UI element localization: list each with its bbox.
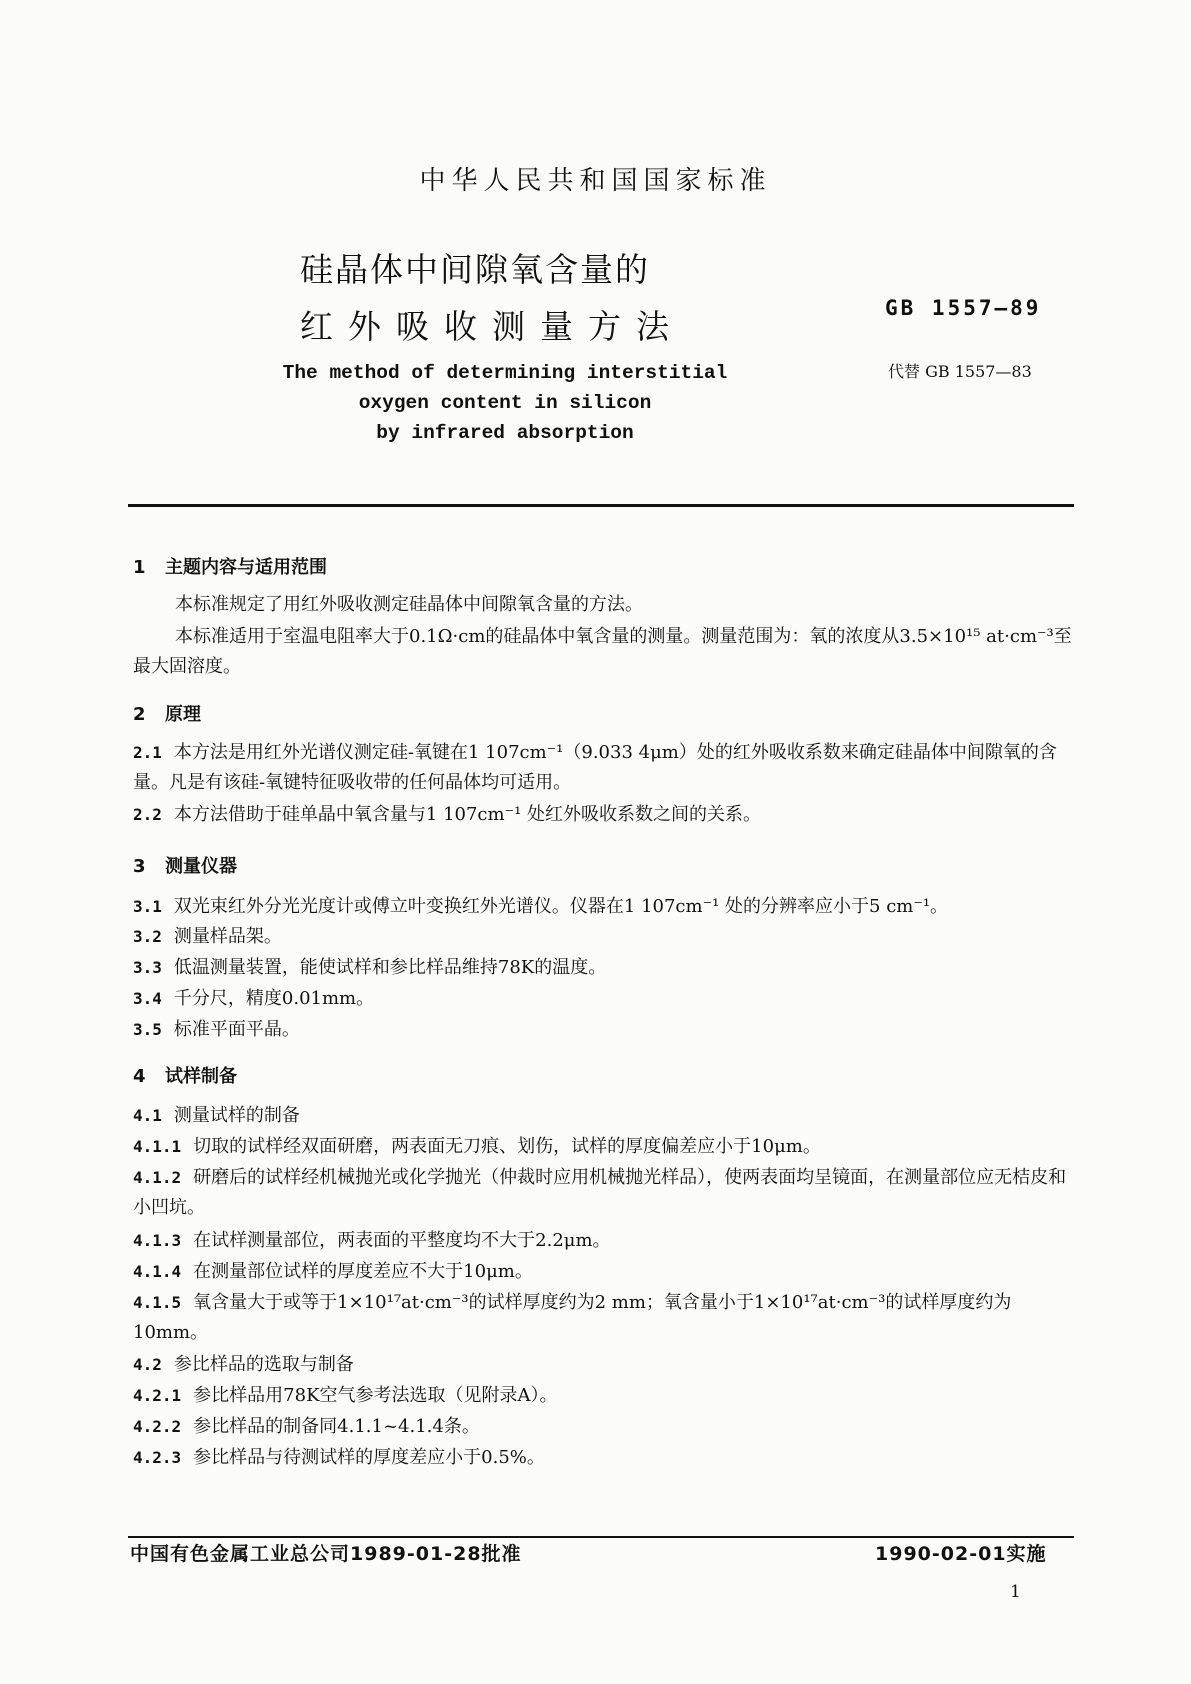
paragraph-4-2-1 xyxy=(133,1381,1073,1411)
paragraph-3-4 xyxy=(133,984,1073,1014)
paragraph-3-5 xyxy=(133,1015,1073,1045)
section-1-heading xyxy=(133,553,327,579)
section-number: 3 xyxy=(133,856,146,877)
effective-date: 1990-02-01实施 xyxy=(875,1543,1047,1565)
title-en-line2: oxygen content in silicon xyxy=(358,392,652,414)
clause-number: 4.1.2 xyxy=(133,1168,182,1187)
paragraph-4-1 xyxy=(133,1101,1073,1131)
clause-number: 2.2 xyxy=(133,805,162,824)
clause-number: 4.1.3 xyxy=(133,1231,182,1250)
paragraph-text: 双光束红外分光光度计或傅立叶变换红外光谱仪。仪器在1 107cm⁻¹ 处的分辨率应小于5 cm⁻¹。 xyxy=(173,896,949,917)
paragraph-text: 本方法是用红外光谱仪测定硅-氧键在1 107cm⁻¹（9.033 4μm）处的红外吸收系数来确定硅晶体中间隙氧的含量。凡是有该硅-氧键特征吸收带的任何晶体均可适用。 xyxy=(133,742,1057,793)
paragraph-4-1-5 xyxy=(133,1288,1073,1348)
paragraph-4-1-1 xyxy=(133,1132,1073,1162)
paragraph-text: 氧含量大于或等于1×10¹⁷at·cm⁻³的试样厚度约为2 mm；氧含量小于1×10¹⁷at·cm⁻³的试样厚度约为10mm。 xyxy=(133,1292,1012,1343)
section-number: 4 xyxy=(133,1066,146,1087)
section-number: 1 xyxy=(133,557,146,578)
section-label: 测量仪器 xyxy=(165,856,237,877)
clause-number: 4.1.5 xyxy=(133,1293,182,1312)
section-2-heading xyxy=(133,700,201,726)
paragraph-text: 本方法借助于硅单晶中氧含量与1 107cm⁻¹ 处红外吸收系数之间的关系。 xyxy=(173,804,762,825)
clause-number: 3.2 xyxy=(133,927,162,946)
paragraph-text: 千分尺，精度0.01mm。 xyxy=(173,988,375,1009)
paragraph-2-2 xyxy=(133,800,1073,830)
clause-number: 4.1.1 xyxy=(133,1137,182,1156)
paragraph-text: 在试样测量部位，两表面的平整度均不大于2.2μm。 xyxy=(193,1230,611,1251)
section-3-heading xyxy=(133,852,237,878)
paragraph-4-2 xyxy=(133,1350,1073,1380)
paragraph-4-1-4 xyxy=(133,1257,1073,1287)
paragraph-text: 参比样品的选取与制备 xyxy=(173,1354,354,1375)
clause-number: 3.5 xyxy=(133,1020,162,1039)
clause-number: 4.2.2 xyxy=(133,1417,182,1436)
section-label: 原理 xyxy=(165,704,201,725)
replaces-note: 代替 GB 1557—83 xyxy=(888,362,1032,381)
section-label: 主题内容与适用范围 xyxy=(165,557,327,578)
paragraph-4-2-2 xyxy=(133,1412,1073,1442)
clause-number: 4.1 xyxy=(133,1106,162,1125)
paragraph-1-2 xyxy=(133,622,1073,682)
paragraph-text: 本标准规定了用红外吸收测定硅晶体中间隙氧含量的方法。 xyxy=(175,594,643,615)
paragraph-text: 参比样品与待测试样的厚度差应小于0.5%。 xyxy=(193,1447,545,1468)
standard-code: GB 1557—89 xyxy=(885,296,1042,320)
title-zh-line2: 红外吸收测量方法 xyxy=(300,307,684,346)
paragraph-text: 参比样品用78K空气参考法选取（见附录A）。 xyxy=(193,1385,558,1406)
paragraph-text: 测量试样的制备 xyxy=(173,1105,300,1126)
paragraph-3-3 xyxy=(133,953,1073,983)
paragraph-text: 切取的试样经双面研磨，两表面无刀痕、划伤，试样的厚度偏差应小于10μm。 xyxy=(193,1136,821,1157)
document-header: 中华人民共和国国家标准 xyxy=(419,166,772,196)
clause-number: 3.1 xyxy=(133,897,162,916)
clause-number: 4.1.4 xyxy=(133,1262,182,1281)
paragraph-text: 参比样品的制备同4.1.1~4.1.4条。 xyxy=(193,1416,480,1437)
paragraph-3-2 xyxy=(133,922,1073,952)
section-4-heading xyxy=(133,1062,237,1088)
title-en-line1: The method of determining interstitial xyxy=(282,362,728,384)
paragraph-text: 测量样品架。 xyxy=(173,926,282,947)
paragraph-text: 研磨后的试样经机械抛光或化学抛光（仲裁时应用机械抛光样品），使两表面均呈镜面，在测量部位应无桔皮和小凹坑。 xyxy=(133,1167,1067,1218)
paragraph-1-1 xyxy=(133,590,1073,620)
paragraph-3-1 xyxy=(133,892,1073,922)
paragraph-4-1-2 xyxy=(133,1163,1073,1223)
section-label: 试样制备 xyxy=(165,1066,237,1087)
paragraph-2-1 xyxy=(133,738,1073,798)
paragraph-text: 在测量部位试样的厚度差应不大于10μm。 xyxy=(193,1261,533,1282)
paragraph-4-1-3 xyxy=(133,1226,1073,1256)
clause-number: 4.2 xyxy=(133,1355,162,1374)
clause-number: 3.4 xyxy=(133,989,162,1008)
clause-number: 3.3 xyxy=(133,958,162,977)
paragraph-text: 本标准适用于室温电阻率大于0.1Ω·cm的硅晶体中氧含量的测量。测量范围为：氧的浓度从3.5×10¹⁵ at·cm⁻³至最大固溶度。 xyxy=(133,626,1072,677)
clause-number: 4.2.3 xyxy=(133,1448,182,1467)
approval-note: 中国有色金属工业总公司1989-01-28批准 xyxy=(130,1543,522,1565)
page-number: 1 xyxy=(1010,1582,1021,1602)
paragraph-text: 标准平面平晶。 xyxy=(173,1019,300,1040)
bottom-divider xyxy=(128,1536,1074,1538)
title-zh-line1: 硅晶体中间隙氧含量的 xyxy=(300,250,650,289)
paragraph-4-2-3 xyxy=(133,1443,1073,1473)
title-en-line3: by infrared absorption xyxy=(376,422,634,444)
section-number: 2 xyxy=(133,704,146,725)
clause-number: 4.2.1 xyxy=(133,1386,182,1405)
top-divider xyxy=(128,504,1074,507)
paragraph-text: 低温测量装置，能使试样和参比样品维持78K的温度。 xyxy=(173,957,607,978)
clause-number: 2.1 xyxy=(133,743,162,762)
